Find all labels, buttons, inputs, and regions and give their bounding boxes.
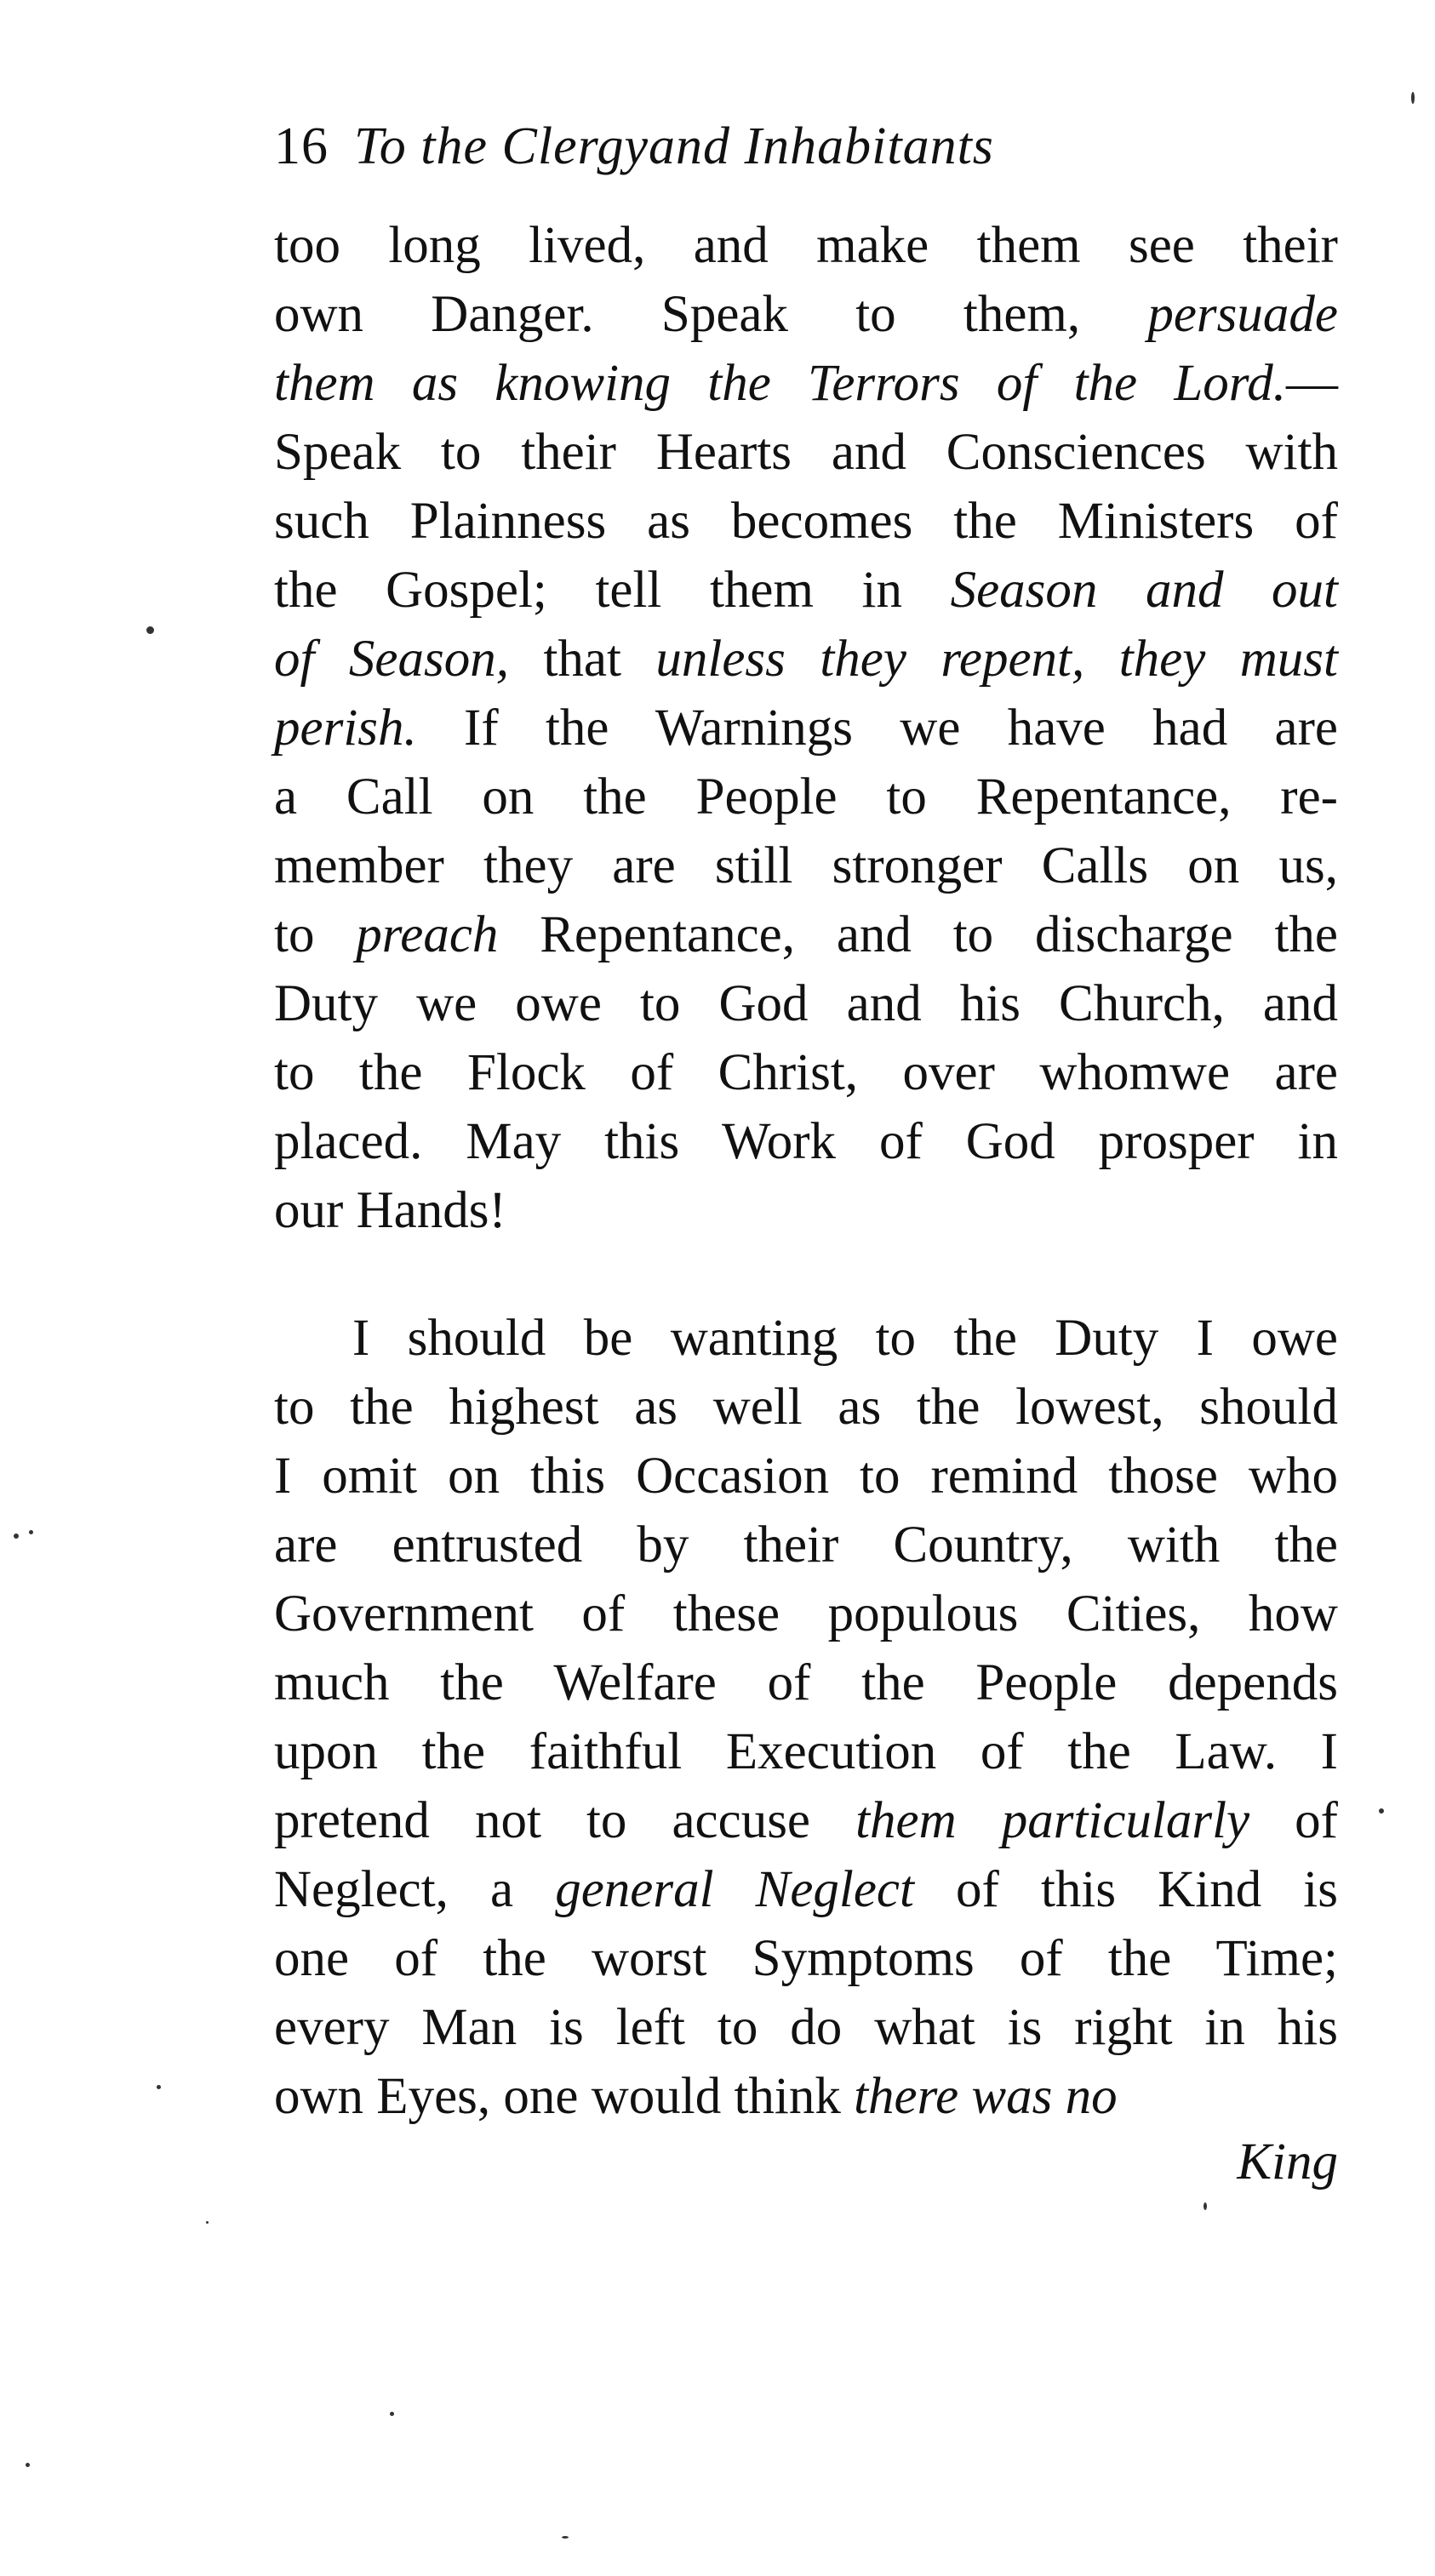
- text-line: them as knowing the Terrors of the Lord.—: [274, 355, 1338, 412]
- text-line: Duty we owe to God and his Church, and: [274, 975, 1338, 1032]
- italic-text: persuade: [1147, 286, 1338, 343]
- text-line: own Danger. Speak to them, persuade: [274, 286, 1338, 343]
- text-line: pretend not to accuse them particularly of: [274, 1792, 1338, 1849]
- text-line: I omit on this Occasion to remind those who: [274, 1448, 1338, 1505]
- running-head: [274, 112, 994, 180]
- text-line: too long lived, and make them see their: [274, 217, 1338, 274]
- catchword: King: [1237, 2133, 1338, 2190]
- italic-text: of Season,: [274, 631, 509, 688]
- page-speck: [562, 2536, 569, 2539]
- text-line: much the Welfare of the People depends: [274, 1654, 1338, 1711]
- text-line: our Hands!: [274, 1182, 506, 1239]
- text-line: member they are still stronger Calls on us,: [274, 837, 1338, 894]
- page-speck: [390, 2412, 394, 2416]
- text-line: are entrusted by their Country, with the: [274, 1516, 1338, 1574]
- page-speck: [206, 2221, 209, 2224]
- text-line: a Call on the People to Repentance, re-: [274, 768, 1338, 825]
- italic-text: general Neglect: [555, 1861, 914, 1918]
- text-line: I should be wanting to the Duty I owe: [352, 1310, 1338, 1367]
- text-line: placed. May this Work of God prosper in: [274, 1113, 1338, 1170]
- italic-text: preach: [356, 906, 499, 963]
- page-number: 16: [274, 117, 329, 175]
- text-line: upon the faithful Execution of the Law. I: [274, 1723, 1338, 1780]
- page-speck: [1379, 1808, 1384, 1813]
- text-line: Government of these populous Cities, how: [274, 1585, 1338, 1642]
- page-speck: [1203, 2202, 1207, 2210]
- italic-text: perish.: [274, 700, 417, 757]
- italic-text: Season and out: [950, 562, 1338, 619]
- text-line: own Eyes, one would think there was no: [274, 2068, 1118, 2125]
- italic-text: unless they repent, they must: [655, 631, 1338, 688]
- page-speck: [157, 2085, 161, 2089]
- italic-text: there was no: [854, 2068, 1118, 2125]
- text-line: the Gospel; tell them in Season and out: [274, 562, 1338, 619]
- page-speck: [1411, 92, 1415, 104]
- paragraph-1: [274, 211, 1338, 1245]
- text-line: one of the worst Symptoms of the Time;: [274, 1930, 1338, 1987]
- text-line: Neglect, a general Neglect of this Kind is: [274, 1861, 1338, 1918]
- text-line: Speak to their Hearts and Consciences with: [274, 424, 1338, 481]
- page-speck: [14, 1534, 19, 1539]
- text-line: to preach Repentance, and to discharge the: [274, 906, 1338, 963]
- italic-text: them particularly: [855, 1792, 1250, 1849]
- running-title: To the Clergyand Inhabitants: [354, 117, 994, 175]
- text-line: to the Flock of Christ, over whomwe are: [274, 1044, 1338, 1101]
- text-line: every Man is left to do what is right in his: [274, 1999, 1338, 2056]
- paragraph-2: [274, 1304, 1338, 2131]
- italic-text: them as knowing the Terrors of the Lord.: [274, 355, 1286, 412]
- text-line: of Season, that unless they repent, they must: [274, 631, 1338, 688]
- text-line: to the highest as well as the lowest, should: [274, 1379, 1338, 1436]
- text-line: perish. If the Warnings we have had are: [274, 700, 1338, 757]
- page-speck: [26, 2463, 30, 2467]
- page-speck: [29, 1530, 33, 1534]
- text-line: such Plainness as becomes the Ministers of: [274, 493, 1338, 550]
- page-speck: [146, 626, 154, 634]
